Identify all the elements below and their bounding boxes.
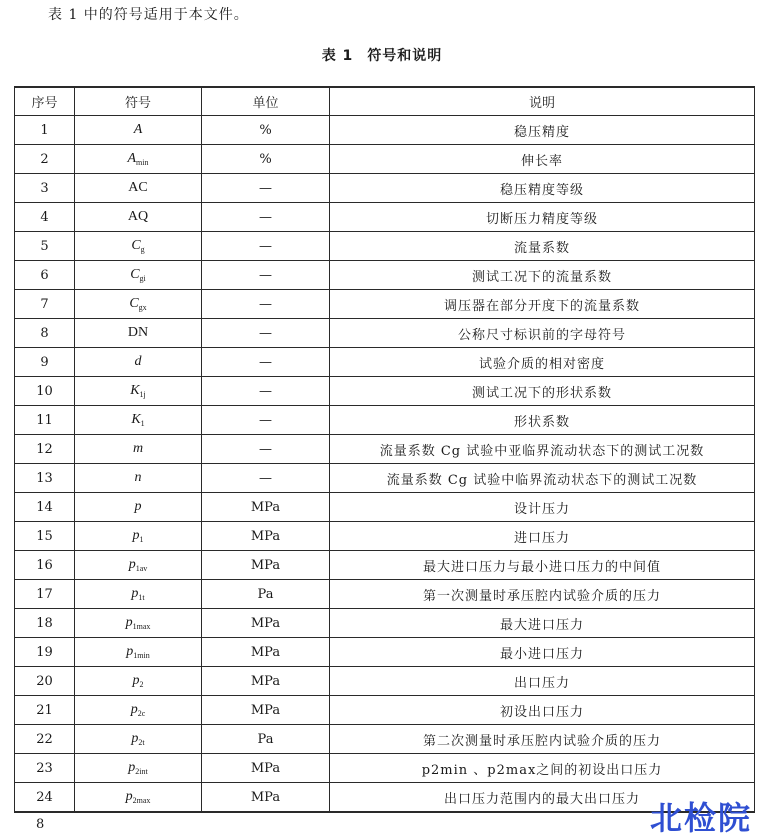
row-description: 调压器在部分开度下的流量系数	[330, 290, 755, 319]
header-unit: 单位	[202, 87, 330, 116]
row-description: 试验介质的相对密度	[330, 348, 755, 377]
row-index: 9	[15, 348, 75, 377]
row-description: 测试工况下的形状系数	[330, 377, 755, 406]
row-index: 24	[15, 783, 75, 813]
symbol-main: p	[131, 586, 139, 601]
row-symbol	[75, 464, 202, 493]
row-unit: %	[202, 116, 330, 145]
row-unit: —	[202, 203, 330, 232]
row-symbol	[75, 348, 202, 377]
table-row	[15, 638, 755, 667]
row-unit: —	[202, 406, 330, 435]
table-row	[15, 522, 755, 551]
row-description: 公称尺寸标识前的字母符号	[330, 319, 755, 348]
symbol-subscript: min	[136, 158, 149, 167]
row-description: 初设出口压力	[330, 696, 755, 725]
row-description: 流量系数	[330, 232, 755, 261]
row-description: 最小进口压力	[330, 638, 755, 667]
symbol-subscript: 2max	[132, 796, 151, 805]
table-row	[15, 667, 755, 696]
row-unit: MPa	[202, 551, 330, 580]
table-row	[15, 754, 755, 783]
row-symbol	[75, 116, 202, 145]
table-row	[15, 116, 755, 145]
row-description: 切断压力精度等级	[330, 203, 755, 232]
table-caption	[0, 45, 764, 65]
row-index: 23	[15, 754, 75, 783]
row-description: p2min 、p2max之间的初设出口压力	[330, 754, 755, 783]
symbol-subscript: 1	[140, 419, 145, 428]
symbol-main: n	[134, 470, 142, 485]
row-description: 第一次测量时承压腔内试验介质的压力	[330, 580, 755, 609]
table-row	[15, 464, 755, 493]
row-index: 22	[15, 725, 75, 754]
row-description: 流量系数 Cg 试验中亚临界流动状态下的测试工况数	[330, 435, 755, 464]
table-row	[15, 174, 755, 203]
symbol-subscript: g	[140, 245, 145, 254]
row-description: 测试工况下的流量系数	[330, 261, 755, 290]
row-unit: —	[202, 232, 330, 261]
symbol-main: p	[131, 731, 139, 746]
row-symbol	[75, 406, 202, 435]
symbol-main: DN	[127, 325, 149, 340]
symbol-main: K	[131, 412, 141, 427]
table-number: 表 1	[321, 48, 354, 64]
symbol-main: p	[132, 673, 140, 688]
row-unit: Pa	[202, 725, 330, 754]
row-symbol	[75, 290, 202, 319]
row-description: 出口压力范围内的最大出口压力	[330, 783, 755, 813]
row-symbol	[75, 580, 202, 609]
row-description: 伸长率	[330, 145, 755, 174]
table-title: 符号和说明	[367, 48, 443, 64]
page-number: 8	[36, 817, 45, 832]
symbol-main: p	[128, 760, 136, 775]
row-unit: —	[202, 435, 330, 464]
row-unit: —	[202, 319, 330, 348]
row-symbol	[75, 377, 202, 406]
row-description: 出口压力	[330, 667, 755, 696]
table-row	[15, 551, 755, 580]
row-unit: MPa	[202, 754, 330, 783]
row-unit: —	[202, 464, 330, 493]
symbol-main: p	[125, 789, 133, 804]
row-index: 15	[15, 522, 75, 551]
row-index: 4	[15, 203, 75, 232]
table-header-row	[15, 87, 755, 116]
table-row	[15, 696, 755, 725]
symbol-main: C	[130, 267, 140, 282]
row-unit: —	[202, 261, 330, 290]
row-index: 7	[15, 290, 75, 319]
row-symbol	[75, 725, 202, 754]
symbol-subscript: gx	[138, 303, 147, 312]
row-description: 进口压力	[330, 522, 755, 551]
row-symbol	[75, 551, 202, 580]
table-row	[15, 203, 755, 232]
row-symbol	[75, 203, 202, 232]
row-unit: MPa	[202, 696, 330, 725]
row-symbol	[75, 232, 202, 261]
row-index: 1	[15, 116, 75, 145]
table-row	[15, 145, 755, 174]
intro-text: 表 1 中的符号适用于本文件。	[48, 7, 249, 23]
row-unit: MPa	[202, 667, 330, 696]
row-index: 17	[15, 580, 75, 609]
table-row	[15, 232, 755, 261]
row-index: 5	[15, 232, 75, 261]
symbol-main: d	[134, 354, 142, 369]
symbol-subscript: 2	[139, 680, 144, 689]
table-row	[15, 493, 755, 522]
row-description: 稳压精度等级	[330, 174, 755, 203]
row-index: 19	[15, 638, 75, 667]
symbol-main: C	[129, 296, 139, 311]
row-index: 14	[15, 493, 75, 522]
row-symbol	[75, 319, 202, 348]
symbol-main: p	[130, 702, 138, 717]
symbol-main: p	[128, 557, 136, 572]
row-symbol	[75, 609, 202, 638]
row-unit: —	[202, 348, 330, 377]
row-description: 最大进口压力	[330, 609, 755, 638]
row-unit: %	[202, 145, 330, 174]
symbol-main: C	[131, 238, 141, 253]
row-unit: MPa	[202, 783, 330, 813]
row-symbol	[75, 667, 202, 696]
row-symbol	[75, 754, 202, 783]
row-index: 20	[15, 667, 75, 696]
symbol-main: K	[130, 383, 140, 398]
table-row	[15, 435, 755, 464]
row-index: 6	[15, 261, 75, 290]
row-description: 最大进口压力与最小进口压力的中间值	[330, 551, 755, 580]
symbol-main: AC	[128, 180, 148, 195]
table-row	[15, 319, 755, 348]
row-unit: MPa	[202, 522, 330, 551]
symbols-table	[14, 86, 755, 813]
symbol-subscript: 1	[139, 535, 144, 544]
row-description: 稳压精度	[330, 116, 755, 145]
row-unit: Pa	[202, 580, 330, 609]
row-description: 设计压力	[330, 493, 755, 522]
row-unit: MPa	[202, 609, 330, 638]
table-row	[15, 580, 755, 609]
symbol-subscript: 1j	[139, 390, 146, 399]
row-index: 10	[15, 377, 75, 406]
symbol-subscript: 1t	[138, 593, 145, 602]
table-row	[15, 290, 755, 319]
row-symbol	[75, 435, 202, 464]
row-description: 第二次测量时承压腔内试验介质的压力	[330, 725, 755, 754]
row-index: 3	[15, 174, 75, 203]
symbol-main: A	[127, 151, 137, 166]
symbol-main: p	[126, 644, 134, 659]
watermark-logo: 北检院	[649, 799, 752, 837]
row-symbol	[75, 522, 202, 551]
symbol-main: AQ	[127, 209, 149, 224]
row-symbol	[75, 783, 202, 813]
row-index: 12	[15, 435, 75, 464]
row-symbol	[75, 638, 202, 667]
symbol-main: A	[133, 122, 143, 137]
table-row	[15, 348, 755, 377]
row-unit: —	[202, 290, 330, 319]
symbol-subscript: 2t	[138, 738, 145, 747]
row-unit: —	[202, 377, 330, 406]
row-index: 2	[15, 145, 75, 174]
row-symbol	[75, 696, 202, 725]
symbol-main: p	[132, 528, 140, 543]
row-description: 流量系数 Cg 试验中临界流动状态下的测试工况数	[330, 464, 755, 493]
header-symbol: 符号	[75, 87, 202, 116]
row-index: 18	[15, 609, 75, 638]
row-unit: MPa	[202, 638, 330, 667]
table-row	[15, 406, 755, 435]
table-row	[15, 783, 755, 813]
symbol-subscript: 1min	[133, 651, 150, 660]
symbol-subscript: 2c	[137, 709, 146, 718]
row-symbol	[75, 145, 202, 174]
table-row	[15, 609, 755, 638]
row-unit: MPa	[202, 493, 330, 522]
symbol-subscript: 1max	[132, 622, 151, 631]
row-index: 13	[15, 464, 75, 493]
table-row	[15, 377, 755, 406]
row-symbol	[75, 261, 202, 290]
row-index: 11	[15, 406, 75, 435]
row-index: 8	[15, 319, 75, 348]
symbol-subscript: 2int	[135, 767, 148, 776]
row-symbol	[75, 493, 202, 522]
table-row	[15, 725, 755, 754]
table-row	[15, 261, 755, 290]
row-index: 16	[15, 551, 75, 580]
row-description: 形状系数	[330, 406, 755, 435]
symbol-main: p	[134, 499, 142, 514]
symbol-subscript: gi	[139, 274, 146, 283]
row-index: 21	[15, 696, 75, 725]
row-symbol	[75, 174, 202, 203]
symbol-main: m	[132, 441, 144, 456]
header-description: 说明	[330, 87, 755, 116]
symbol-main: p	[125, 615, 133, 630]
header-index: 序号	[15, 87, 75, 116]
symbol-subscript: 1av	[135, 564, 148, 573]
row-unit: —	[202, 174, 330, 203]
